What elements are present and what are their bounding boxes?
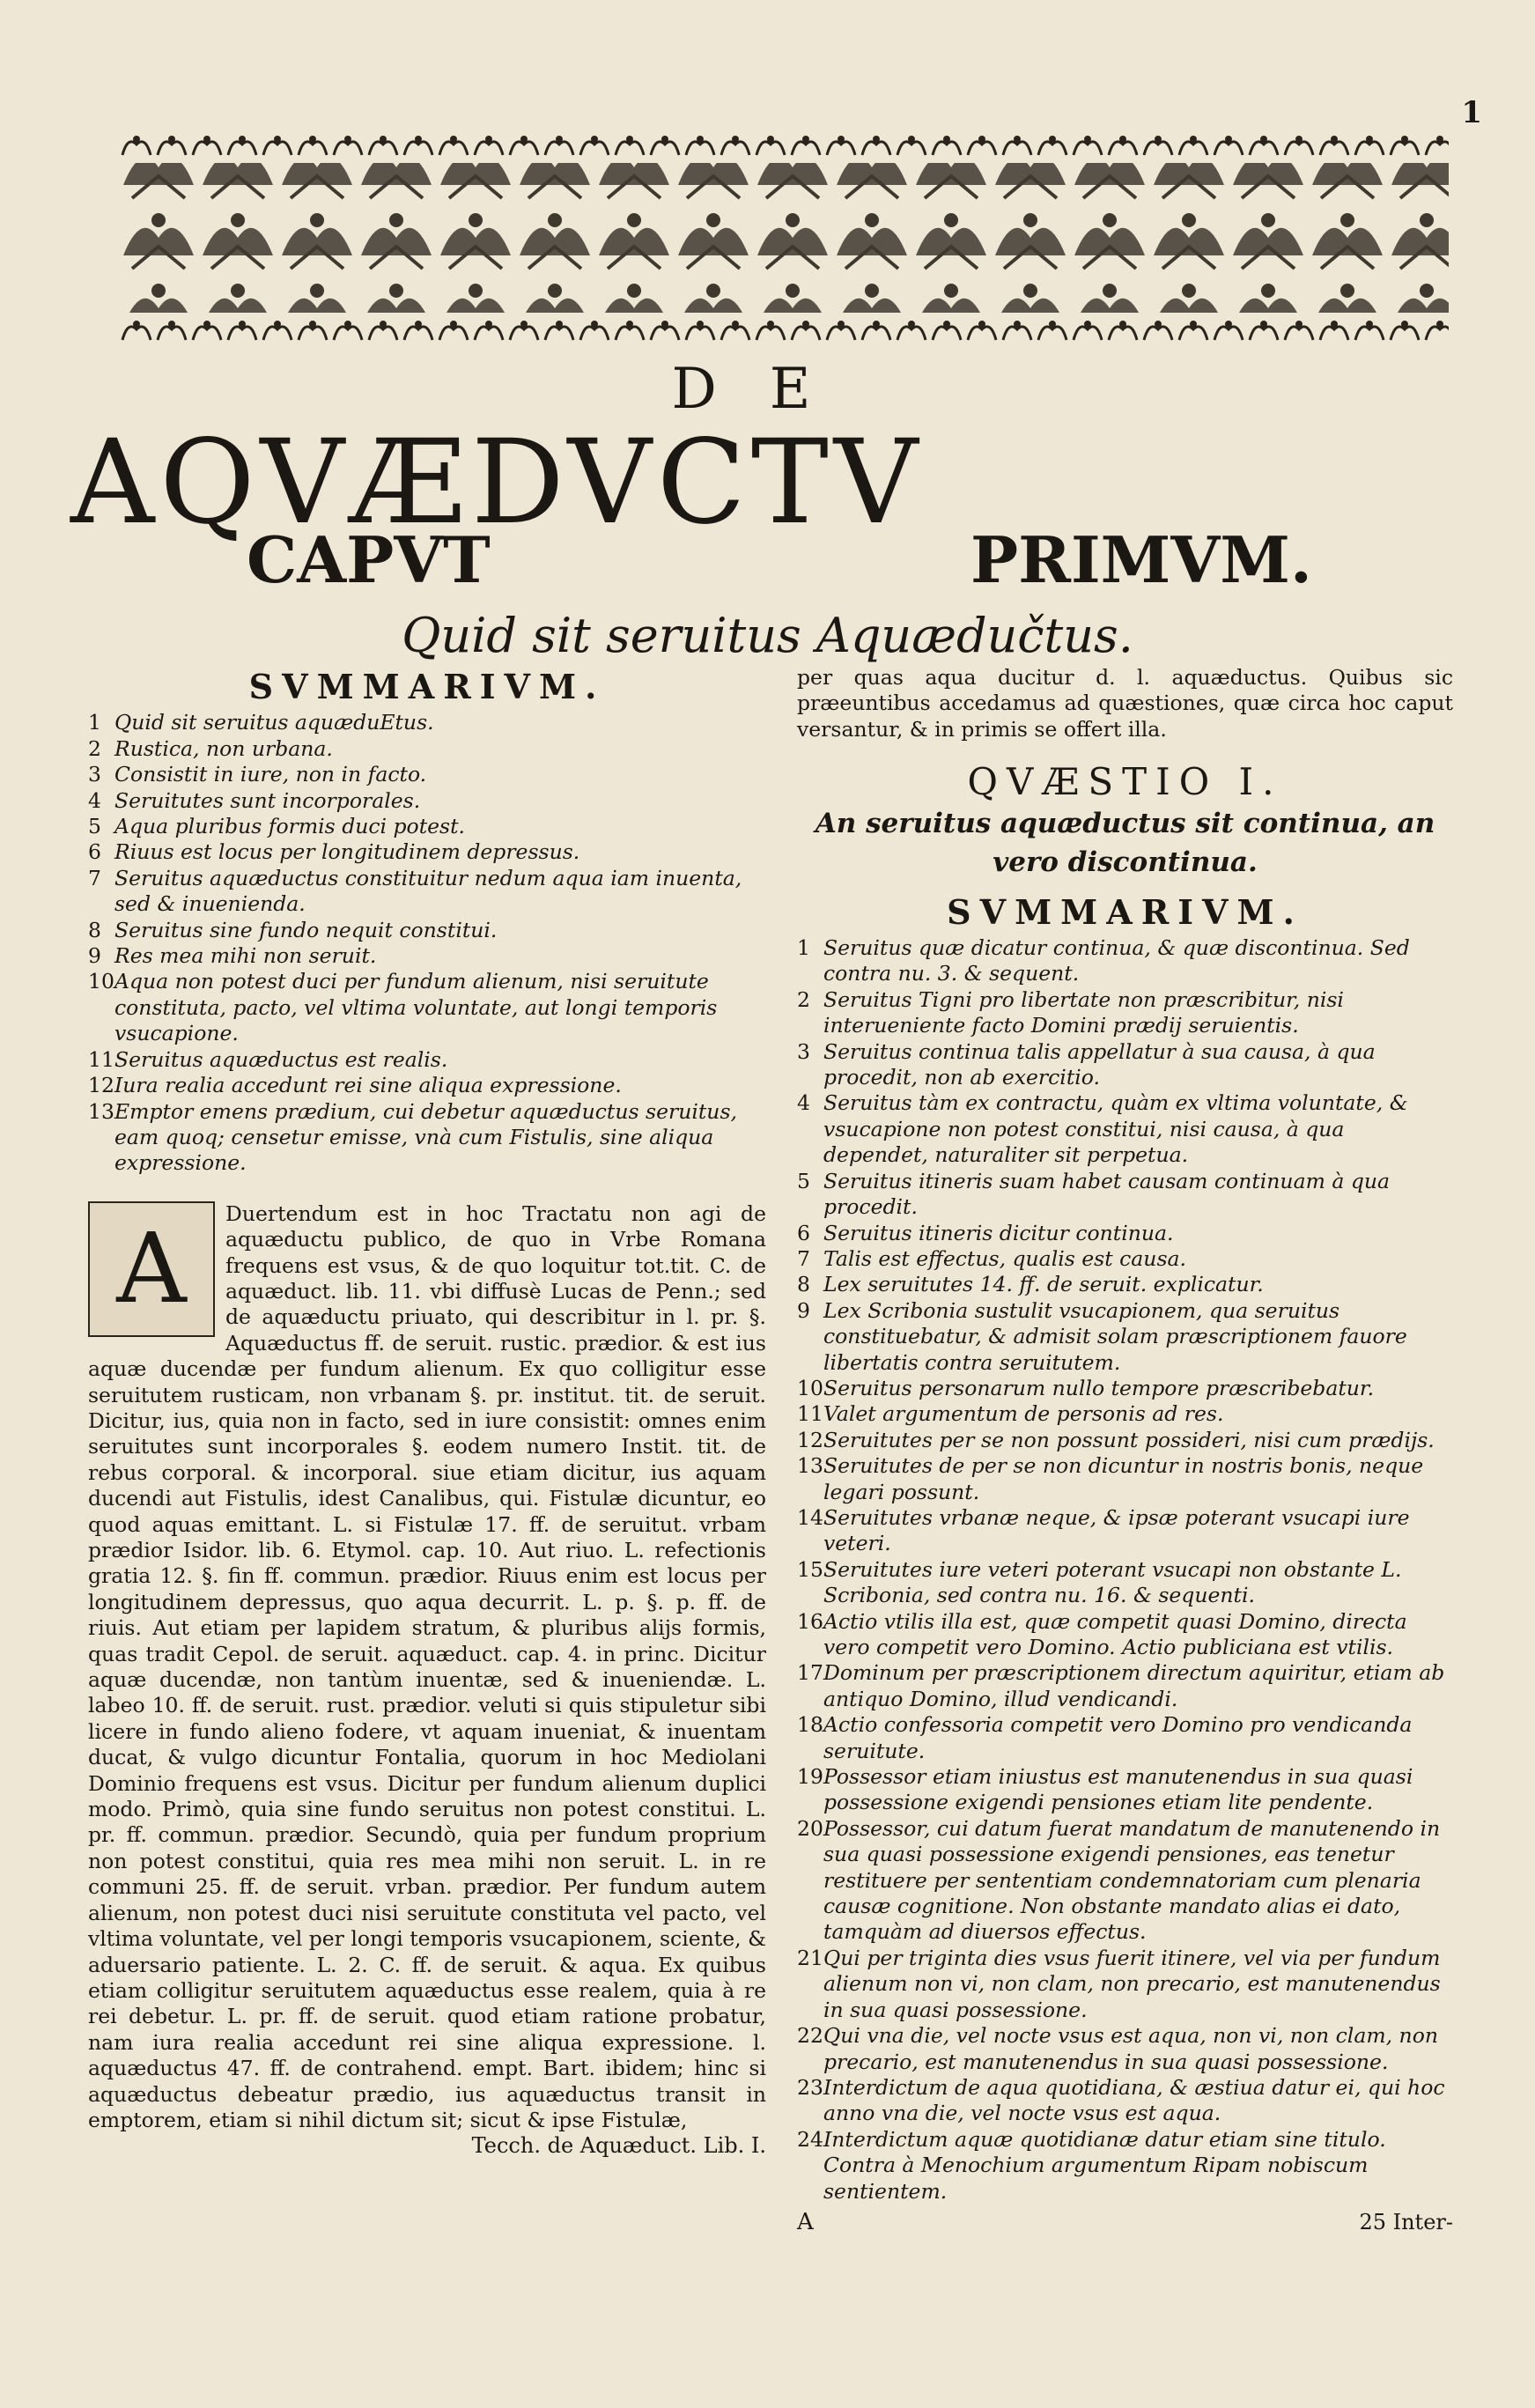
chapter-subtitle: Quid sit seruitus Aquædučtus. (402, 608, 1133, 663)
list-item: 11 Valet argumentum de personis ad res. (797, 1401, 1224, 1427)
list-item: 12 Seruitutes per se non possunt possideri, nisi cum prædijs. (797, 1427, 1435, 1452)
quaestio-heading: QVÆSTIO I. (967, 760, 1283, 804)
list-item: 6 Riuus est locus per longitudinem depressus. (88, 839, 580, 865)
list-item: 12 Iura realia accedunt rei sine aliqua expressione. (88, 1073, 622, 1098)
catchword-right: 25 Inter- (1359, 2209, 1453, 2234)
list-item: 11 Seruitus aquæductus est realis. (88, 1046, 448, 1072)
signature-mark: A (797, 2208, 814, 2235)
list-item: 5 Aqua pluribus formis duci potest. (88, 814, 466, 839)
ornamental-headpiece (119, 132, 1449, 343)
list-item: 8 Seruitus sine fundo nequit constitui. (88, 917, 498, 942)
intro-text: per quas aqua ducitur d. l. aquæductus. Quibus sic præeuntibus accedamus ad quæstiones, quæ circa hoc caput versantur, & in primis se offert illa. (797, 665, 1453, 742)
list-item: 22 Qui vna die, vel nocte vsus est aqua, non vi, non clam, non precario, est manutenendus in sua quasi possessione. (797, 2023, 1438, 2074)
summarium-list (88, 710, 766, 1176)
list-item: 9 Lex Scribonia sustulit vsucapionem, qua seruitus constituebatur, & admisit solam præscriptionem fauore libertatis contra seruitutem. (797, 1297, 1407, 1375)
catchword-left: Tecch. de Aquæduct. Lib. I. (471, 2133, 766, 2159)
list-item: 1 Quid sit seruitus aquæduEtus. (88, 710, 434, 735)
list-item: 3 Seruitus continua talis appellatur à sua causa, à qua procedit, non ab exercitio. (797, 1038, 1376, 1090)
title-aquaeductu: AQVÆDVCTV (70, 415, 924, 550)
list-item: 7 Talis est effectus, qualis est causa. (797, 1245, 1186, 1271)
folio-number: 1 (1461, 95, 1482, 130)
list-item: 16 Actio vtilis illa est, quæ competit quasi Domino, directa vero competit vero Domino. Actio publiciana est vtilis. (797, 1608, 1407, 1659)
right-column (797, 665, 1453, 2235)
left-column (88, 665, 766, 2160)
title-de: DE (671, 357, 864, 422)
summarium-heading: SVMMARIVM. (248, 667, 606, 706)
list-item: 10 Aqua non potest duci per fundum alienum, nisi seruitute constituta, pacto, vel vltima voluntate, aut longi temporis vsucapione. (88, 969, 718, 1046)
list-item: 18 Actio confessoria competit vero Domino pro vendicanda seruitute. (797, 1712, 1413, 1763)
main-text: Duertendum est in hoc Tractatu non agi de aquæductu publico, de quo in Vrbe Romana frequens est vsus, & de quo loquitur tot.tit. C. de aquæduct. lib. 11. vbi diffusè Lucas de Penn.; sed de aquæductu priuato, qui describitur in l. pr. §. Aquæductus ff. de seruit. rustic. prædior. & est ius aquæ ducendæ per fundum alienum. Ex quo colligitur esse seruitutem rusticam, non vrbanam §. pr. institut. tit. de seruit. Dicitur, ius, quia non in facto, sed in iure consistit: omnes enim seruitutes sunt incorporales §. eodem numero Instit. tit. de rebus corporal. & incorporal. siue etiam dicitur, ius aquam ducendi aut Fistulis, idest Canalibus, qui. Fistulæ dicuntur, eo quod aquas emittant. L. si Fistulæ 17. ff. de seruitut. vrbam prædior Isidor. lib. 6. Etymol. cap. 10. Aut riuo. L. refectionis gratia 12. §. fin ff. commun. prædior. Riuus enim est locus per longitudinem depressus, quo aqua decurrit. L. p. §. p. ff. de riuis. Aut etiam per lapidem stratum, & pluribus alijs formis, quas tradit Cepol. de seruit. aquæduct. cap. 4. in princ. Dicitur aquæ ducendæ, non tantùm inuentæ, sed & inueniendæ. L. labeo 10. ff. de seruit. rust. prædior. veluti si quis stipuletur sibi licere in fundo alieno fodere, vt aquam inueniat, & inuentam ducat, & vulgo dicuntur Fontalia, quorum in hoc Mediolani Dominio frequens est vsus. Dicitur per fundum alienum duplici modo. Primò, quia sine fundo seruitus non potest constitui. L. pr. ff. commun. prædior. Secundò, quia per fundum proprium non potest constitui, quia res mea mihi non seruit. L. in re communi 25. ff. de seruit. vrban. prædior. Per fundum autem alienum, non potest duci nisi seruitute constituta vel pacto, vel vltima voluntate, vel per longi temporis vsucapionem, sciente, & aduersario patiente. L. 2. C. ff. de seruit. & aqua. Ex quibus etiam colligitur seruitutem aquæductus esse realem, quia à re rei debetur. L. pr. ff. de seruit. quod etiam ratione probatur, nam iura realia accedunt rei sine aliqua expressione. l. aquæductus 47. ff. de contrahend. empt. Bart. ibidem; hinc si aquæductus debeatur prædio, ius aquæductus transit in emptorem, etiam si nihil dictum sit; sicut & ipse Fistulæ, (88, 1200, 766, 2132)
list-item: 15 Seruitutes iure veteri poterant vsucapi non obstante L. Scribonia, sed contra nu. 16. & sequenti. (797, 1556, 1402, 1608)
list-item: 5 Seruitus itineris suam habet causam continuam à qua procedit. (797, 1168, 1391, 1220)
list-item: 20 Possessor, cui datum fuerat mandatum de manutenendo in sua quasi possessione exigendi pensiones, eas tenetur restituere per sententiam condemnatoriam cum plenaria causæ cognitione. Non obstante mandato alias ei dato, tamquàm ad diuersos effectus. (797, 1815, 1441, 1945)
summarium-list (797, 935, 1453, 2205)
list-item: 4 Seruitus tàm ex contractu, quàm ex vltima voluntate, & vsucapione non potest constitui, nisi causa, à qua dependet, naturaliter sit perpetua. (797, 1090, 1408, 1168)
list-item: 13 Emptor emens prædium, cui debetur aquæductus seruitus, eam quoq; censetur emisse, vnà cum Fistulis, sine aliqua expressione. (88, 1098, 737, 1176)
list-item: 3 Consistit in iure, non in facto. (88, 762, 427, 787)
list-item: 17 Dominum per præscriptionem directum aquiritur, etiam ab antiquo Domino, illud vendicandi. (797, 1660, 1445, 1711)
list-item: 24 Interdictum aquæ quotidianæ datur etiam sine titulo. Contra à Menochium argumentum Ripam nobiscum sentientem. (797, 2126, 1386, 2204)
list-item: 1 Seruitus quæ dicatur continua, & quæ discontinua. Sed contra nu. 3. & sequent. (797, 935, 1410, 986)
quaestio-title: An seruitus aquæductus sit continua, an vero discontinua. (815, 807, 1435, 878)
list-item: 23 Interdictum de aqua quotidiana, & æstiua datur ei, qui hoc anno vna die, vel nocte vsus est aqua. (797, 2074, 1445, 2126)
main-text-block (88, 1201, 766, 2134)
list-item: 8 Lex seruitutes 14. ff. de seruit. explicatur. (797, 1272, 1264, 1297)
list-item: 6 Seruitus itineris dicitur continua. (797, 1220, 1174, 1245)
list-item: 19 Possessor etiam iniustus est manutenendus in sua quasi possessione exigendi pensiones etiam lite pendente. (797, 1764, 1413, 1815)
list-item: 21 Qui per triginta dies vsus fuerit itinere, vel via per fundum alienum non vi, non clam, non precario, est manutenendus in sua quasi possessione. (797, 1945, 1441, 2022)
summarium-heading: SVMMARIVM. (947, 891, 1303, 932)
list-item: 2 Seruitus Tigni pro libertate non præscribitur, nisi interueniente facto Domini prædij seruientis. (797, 986, 1344, 1038)
list-item: 9 Res mea mihi non seruit. (88, 943, 377, 969)
list-item: 13 Seruitutes de per se non dicuntur in nostris bonis, neque legari possunt. (797, 1453, 1424, 1504)
list-item: 7 Seruitus aquæductus constituitur nedum aqua iam inuenta, sed & inuenienda. (88, 865, 742, 917)
list-item: 10 Seruitus personarum nullo tempore præscribebatur. (797, 1375, 1375, 1400)
list-item: 2 Rustica, non urbana. (88, 735, 333, 761)
list-item: 14 Seruitutes vrbanæ neque, & ipsæ poterant vsucapi iure veteri. (797, 1504, 1410, 1556)
list-item: 4 Seruitutes sunt incorporales. (88, 787, 421, 813)
caput-primum: CAPVT PRIMVM. (247, 522, 1312, 597)
decorated-initial: A (88, 1201, 215, 1337)
